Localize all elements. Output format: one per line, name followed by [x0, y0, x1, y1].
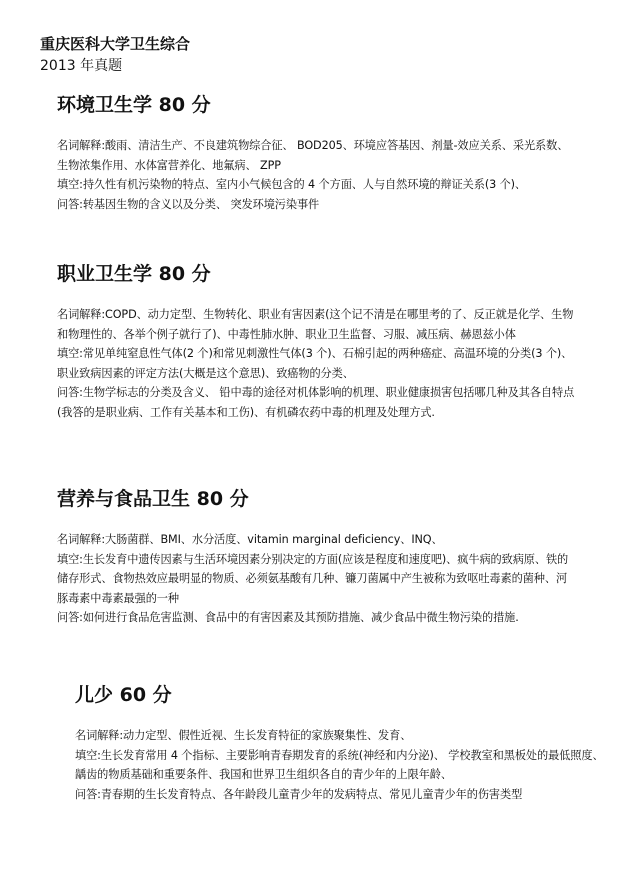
section-body	[57, 305, 577, 422]
section-line: 名词解释:COPD、动力定型、生物转化、职业有害因素(这个记不清是在哪里考的了、反正就是化学、生物和物理性的、各举个例子就行了)、中毒性肺水肿、职业卫生监督、习服、减压病、赫恩兹小体	[57, 308, 574, 341]
section-heading: 环境卫生学 80 分	[57, 94, 211, 116]
section-body	[75, 726, 605, 804]
section-line: 名词解释:大肠菌群、BMI、水分活度、vitamin marginal deficiency、INQ、	[57, 533, 443, 546]
section-line: 问答:生物学标志的分类及含义、 铅中毒的途径对机体影响的机理、职业健康损害包括哪几种及其各自特点(我答的是职业病、工作有关基本和工伤)、有机磷农药中毒的机理及处理方式.	[57, 386, 575, 419]
section-line: 填空:生长发育常用 4 个指标、主要影响青春期发育的系统(神经和内分泌)、 学校教室和黑板处的最低照度、龋齿的物质基础和重要条件、我国和世界卫生组织各自的青少年的上限年龄、	[75, 748, 604, 781]
document-title: 重庆医科大学卫生综合	[40, 35, 191, 53]
section-line: 填空:持久性有机污染物的特点、室内小气候包含的 4 个方面、人与自然环境的辩证关系(3 个)、	[57, 178, 527, 191]
section-child-adolescent-health	[75, 683, 605, 804]
section-occupational-health	[57, 262, 577, 422]
section-heading: 营养与食品卫生 80 分	[57, 488, 249, 510]
section-line: 名词解释:动力定型、假性近视、生长发育特征的家族聚集性、发育、	[75, 729, 412, 742]
section-body	[57, 136, 577, 214]
section-line: 填空:常见单纯窒息性气体(2 个)和常见刺激性气体(3 个)、石棉引起的两种癌症、高温环境的分类(3 个)、职业致病因素的评定方法(大概是这个意思)、致癌物的分类、	[57, 347, 573, 380]
section-heading: 儿少 60 分	[75, 684, 172, 706]
section-line: 问答:转基因生物的含义以及分类、 突发环境污染事件	[57, 197, 320, 211]
section-line: 问答:如何进行食品危害监测、食品中的有害因素及其预防措施、减少食品中微生物污染的措施.	[57, 611, 519, 624]
document-year: 2013 年真题	[40, 58, 123, 74]
section-line: 填空:生长发育中遗传因素与生活环境因素分别决定的方面(应该是程度和速度吧)、疯牛病的致病原、铁的储存形式、食物热效应最明显的物质、必须氨基酸有几种、镰刀菌属中产生被称为致呕吐毒素的菌种、河豚毒素中毒素最强的一种	[57, 552, 569, 605]
section-line: 名词解释:酸雨、清洁生产、不良建筑物综合征、 BOD205、环境应答基因、剂量-效应关系、采光系数、生物浓集作用、水体富营养化、地氟病、 ZPP	[57, 139, 569, 172]
section-body	[57, 530, 577, 628]
section-heading: 职业卫生学 80 分	[57, 263, 211, 285]
section-line: 问答:青春期的生长发育特点、各年龄段儿童青少年的发病特点、常见儿童青少年的伤害类型	[75, 787, 523, 801]
section-environmental-health	[57, 93, 577, 214]
section-nutrition-food-hygiene	[57, 487, 577, 628]
